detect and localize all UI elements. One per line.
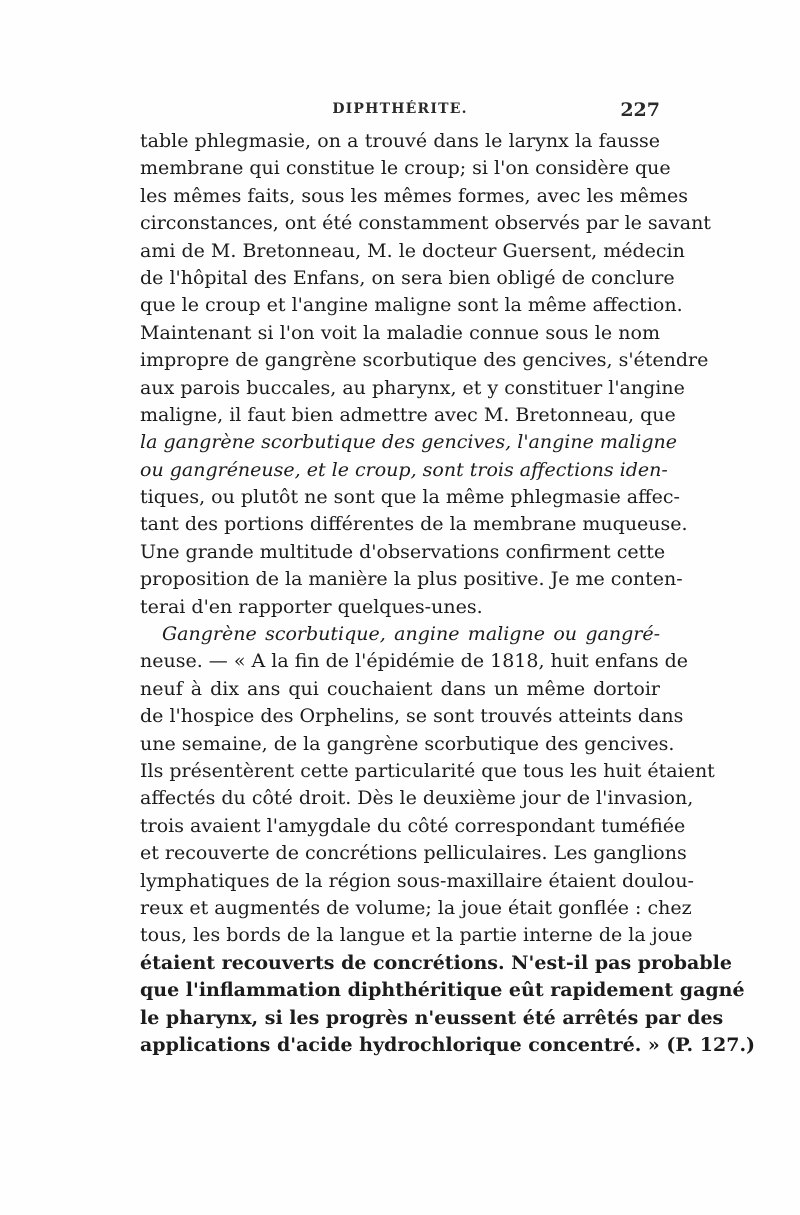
page-number: 227: [620, 99, 660, 121]
text-line: ami de M. Bretonneau, M. le docteur Guersent, médecin: [140, 239, 685, 262]
text-line: de l'hospice des Orphelins, se sont trouvés atteints dans: [140, 705, 684, 728]
text-line: ou gangréneuse, et le croup, sont trois affections iden-: [140, 458, 668, 481]
text-line: tant des portions différentes de la membrane muqueuse.: [140, 513, 688, 536]
text-line: aux parois buccales, au pharynx, et y constituer l'angine: [140, 376, 685, 399]
text-line: neuf à dix ans qui couchaient dans un même dortoir: [140, 677, 660, 700]
text-line: proposition de la manière la plus positive. Je me conten-: [140, 568, 683, 591]
text-line: applications d'acide hydrochlorique concentré. » (P. 127.): [140, 1033, 756, 1056]
text-line: que l'inflammation diphthéritique eût rapidement gagné: [140, 979, 745, 1002]
text-line: terai d'en rapporter quelques-unes.: [140, 595, 483, 618]
running-title: DIPHTHÉRITE.: [332, 101, 468, 117]
text-line: tous, les bords de la langue et la partie interne de la joue: [140, 924, 693, 947]
body-text: [140, 128, 756, 1059]
text-line: circonstances, ont été constamment observés par le savant: [140, 212, 711, 235]
text-line: une semaine, de la gangrène scorbutique des gencives.: [140, 732, 675, 755]
text-line: membrane qui constitue le croup; si l'on considère que: [140, 157, 671, 180]
text-line: table phlegmasie, on a trouvé dans le larynx la fausse: [140, 130, 660, 152]
text-line: les mêmes faits, sous les mêmes formes, avec les mêmes: [140, 184, 688, 207]
text-line: maligne, il faut bien admettre avec M. Bretonneau, que: [140, 403, 676, 426]
text-line: trois avaient l'amygdale du côté correspondant tuméfiée: [140, 814, 686, 837]
text-line: la gangrène scorbutique des gencives, l'angine maligne: [140, 431, 678, 454]
running-head: [140, 101, 660, 123]
text-line: affectés du côté droit. Dès le deuxième jour de l'invasion,: [140, 787, 694, 810]
text-line: lymphatiques de la région sous-maxillaire étaient doulou-: [140, 869, 694, 892]
text-line: Ils présentèrent cette particularité que tous les huit étaient: [140, 759, 715, 782]
text-line: Une grande multitude d'observations confirment cette: [140, 540, 666, 563]
subheading-line: Gangrène scorbutique, angine maligne ou gangré-: [162, 623, 660, 646]
text-line: reux et augmentés de volume; la joue était gonflée : chez: [140, 896, 692, 919]
text-line: de l'hôpital des Enfans, on sera bien obligé de conclure: [140, 266, 675, 289]
text-line: impropre de gangrène scorbutique des gencives, s'étendre: [140, 349, 709, 372]
text-line: que le croup et l'angine maligne sont la même affection.: [140, 294, 683, 317]
text-line: le pharynx, si les progrès n'eussent été arrêtés par des: [140, 1006, 724, 1029]
text-line: et recouverte de concrétions pelliculaires. Les ganglions: [140, 842, 687, 865]
text-line: neuse. — « A la fin de l'épidémie de 1818, huit enfans de: [140, 650, 689, 673]
text-line: tiques, ou plutôt ne sont que la même phlegmasie affec-: [140, 486, 680, 509]
text-line: Maintenant si l'on voit la maladie connue sous le nom: [140, 321, 660, 344]
text-line: étaient recouverts de concrétions. N'est-il pas probable: [140, 951, 732, 974]
